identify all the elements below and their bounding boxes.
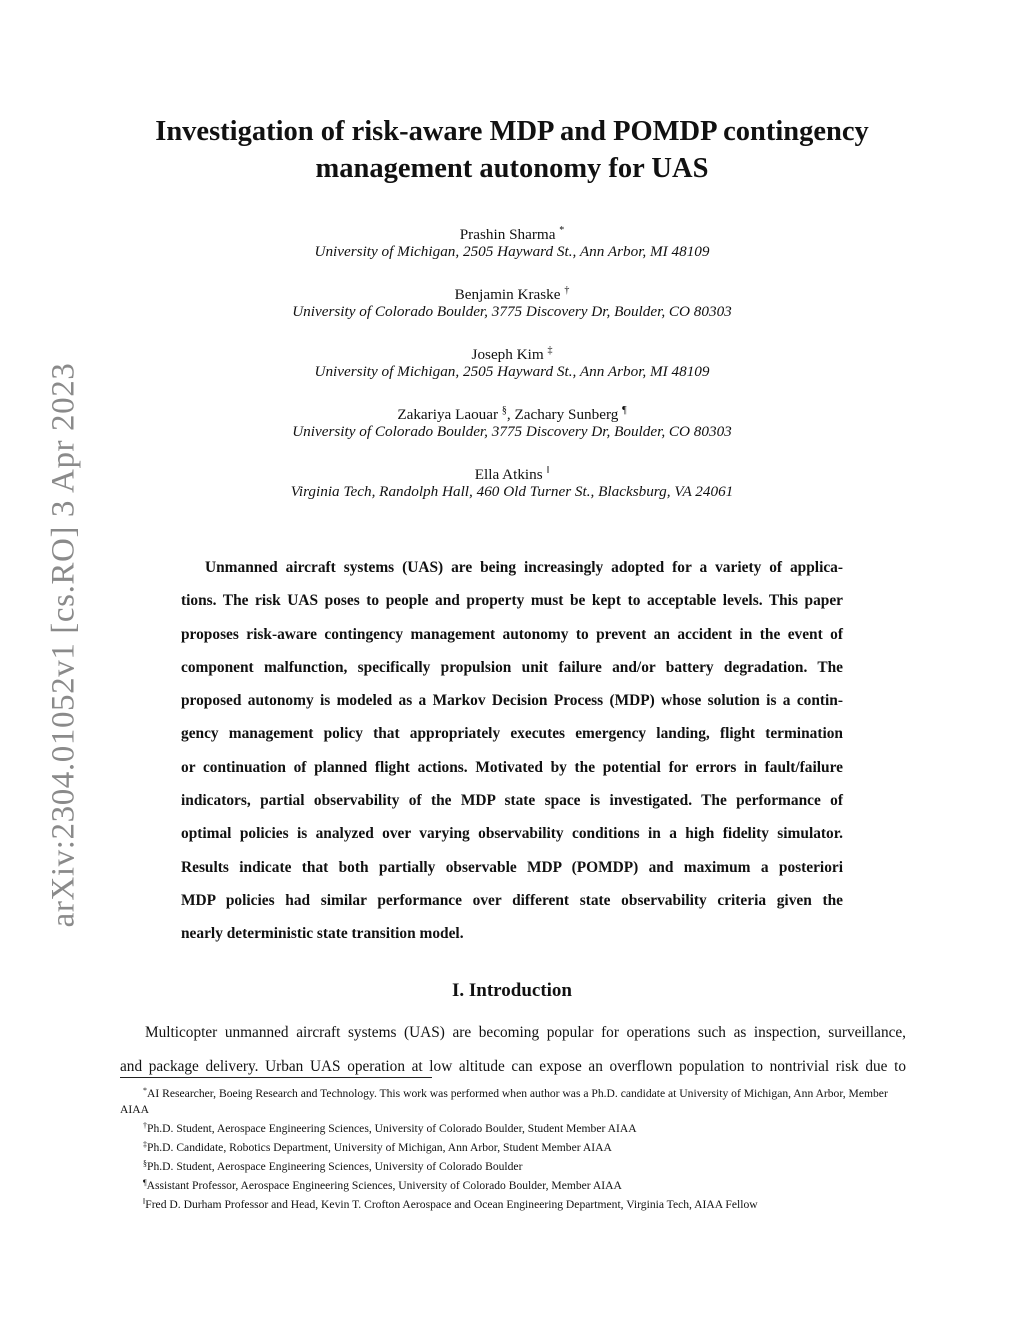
author-affiliation: University of Colorado Boulder, 3775 Discovery Dr, Boulder, CO 80303 [292, 423, 732, 440]
footnote [120, 1175, 906, 1194]
footnote [120, 1194, 906, 1213]
abstract-line: gency management policy that appropriately executes emergency landing, flight termination [181, 725, 843, 743]
author-footnote-mark: § [501, 405, 507, 416]
abstract-line: or continuation of planned flight actions. Motivated by the potential for errors in fault/failure [181, 758, 843, 776]
footnote [120, 1137, 906, 1156]
author-block [120, 220, 904, 280]
author-affiliation: University of Michigan, 2505 Hayward St., Ann Arbor, MI 48109 [314, 363, 710, 380]
paper-title-line-2: management autonomy for UAS [315, 153, 709, 184]
abstract-line: component malfunction, specifically propulsion unit failure and/or battery degradation. The [181, 658, 843, 676]
author-name-line [120, 280, 904, 301]
author-name: Prashin Sharma [459, 226, 556, 243]
footnote [120, 1118, 906, 1137]
introduction-body [120, 1016, 906, 1083]
author-footnote-mark: ‡ [547, 345, 553, 356]
footnote [120, 1083, 906, 1118]
abstract-line: MDP policies had similar performance over different state observability criteria given the [181, 891, 843, 909]
author-footnote-mark: * [559, 225, 565, 236]
author-name-line [120, 220, 904, 241]
body-line: and package delivery. Urban UAS operation at low altitude can expose an overflown population to nontrivial risk due to [120, 1057, 906, 1075]
abstract-line: tions. The risk UAS poses to people and property must be kept to acceptable levels. This paper [181, 592, 843, 610]
footnote [120, 1156, 906, 1175]
author-block [120, 460, 904, 520]
author-name-line [120, 340, 904, 361]
author-name-line [120, 400, 904, 421]
section-heading-introduction: I. Introduction [451, 980, 572, 1001]
footnote-text: AI Researcher, Boeing Research and Technology. This work was performed when author was a Ph.D. candidate at University of Michigan, Ann Arbor, Member AIAA [120, 1087, 888, 1116]
footnote-text: Ph.D. Candidate, Robotics Department, University of Michigan, Ann Arbor, Student Member AIAA [147, 1141, 612, 1154]
footnote-mark: ‡ [143, 1140, 147, 1149]
footnote-text: Fred D. Durham Professor and Head, Kevin T. Crofton Aerospace and Ocean Engineering Department, Virginia Tech, AIAA Fellow [145, 1198, 758, 1211]
abstract-line: optimal policies is analyzed over varying observability conditions in a high fidelity simulator. [181, 825, 843, 843]
abstract [181, 551, 843, 951]
paper-title [120, 113, 904, 187]
author-block [120, 340, 904, 400]
footnote-mark: § [143, 1159, 147, 1168]
author-name-second: , Zachary Sunberg [506, 406, 619, 423]
author-name: Joseph Kim [471, 346, 544, 363]
author-affiliation: University of Michigan, 2505 Hayward St., Ann Arbor, MI 48109 [314, 243, 710, 260]
author-footnote-mark-second: ¶ [622, 405, 627, 416]
arxiv-identifier-stamp: arXiv:2304.01052v1 [cs.RO] 3 Apr 2023 [45, 362, 82, 928]
author-block [120, 280, 904, 340]
footnote-text: Assistant Professor, Aerospace Engineering Sciences, University of Colorado Boulder, Member AIAA [146, 1179, 622, 1192]
paper-title-line-1: Investigation of risk-aware MDP and POMDP contingency [155, 116, 869, 147]
abstract-line: Results indicate that both partially observable MDP (POMDP) and maximum a posteriori [181, 858, 843, 876]
abstract-line: proposes risk-aware contingency management autonomy to prevent an accident in the event of [181, 625, 843, 643]
author-name-line [120, 460, 904, 481]
footnote-mark: † [143, 1121, 147, 1130]
author-list [120, 220, 904, 520]
abstract-line: Unmanned aircraft systems (UAS) are being increasingly adopted for a variety of applica- [205, 559, 843, 576]
abstract-line: indicators, partial observability of the MDP state space is investigated. The performance of [181, 792, 843, 810]
footnote-text: Ph.D. Student, Aerospace Engineering Sciences, University of Colorado Boulder [147, 1160, 523, 1173]
author-block [120, 400, 904, 460]
footnote-divider [120, 1077, 432, 1078]
abstract-line: proposed autonomy is modeled as a Markov Decision Process (MDP) whose solution is a contin- [181, 692, 843, 710]
abstract-line: nearly deterministic state transition model. [181, 925, 464, 943]
author-name: Benjamin Kraske [454, 286, 561, 303]
footnote-mark: * [143, 1086, 147, 1095]
author-name: Ella Atkins [474, 466, 543, 483]
body-line: Multicopter unmanned aircraft systems (UAS) are becoming popular for operations such as inspection, surveillance, [145, 1024, 906, 1041]
footnote-mark: ¶ [143, 1178, 147, 1187]
footnote-text: Ph.D. Student, Aerospace Engineering Sciences, University of Colorado Boulder, Student Member AIAA [147, 1122, 637, 1135]
footnote-mark: ‖ [143, 1197, 146, 1206]
author-affiliation: Virginia Tech, Randolph Hall, 460 Old Turner St., Blacksburg, VA 24061 [290, 483, 734, 500]
author-footnote-mark: † [564, 285, 570, 296]
author-affiliation: University of Colorado Boulder, 3775 Discovery Dr, Boulder, CO 80303 [292, 303, 732, 320]
footnotes [120, 1083, 906, 1213]
author-footnote-mark: ‖ [546, 465, 550, 476]
author-name: Zakariya Laouar [397, 406, 499, 423]
